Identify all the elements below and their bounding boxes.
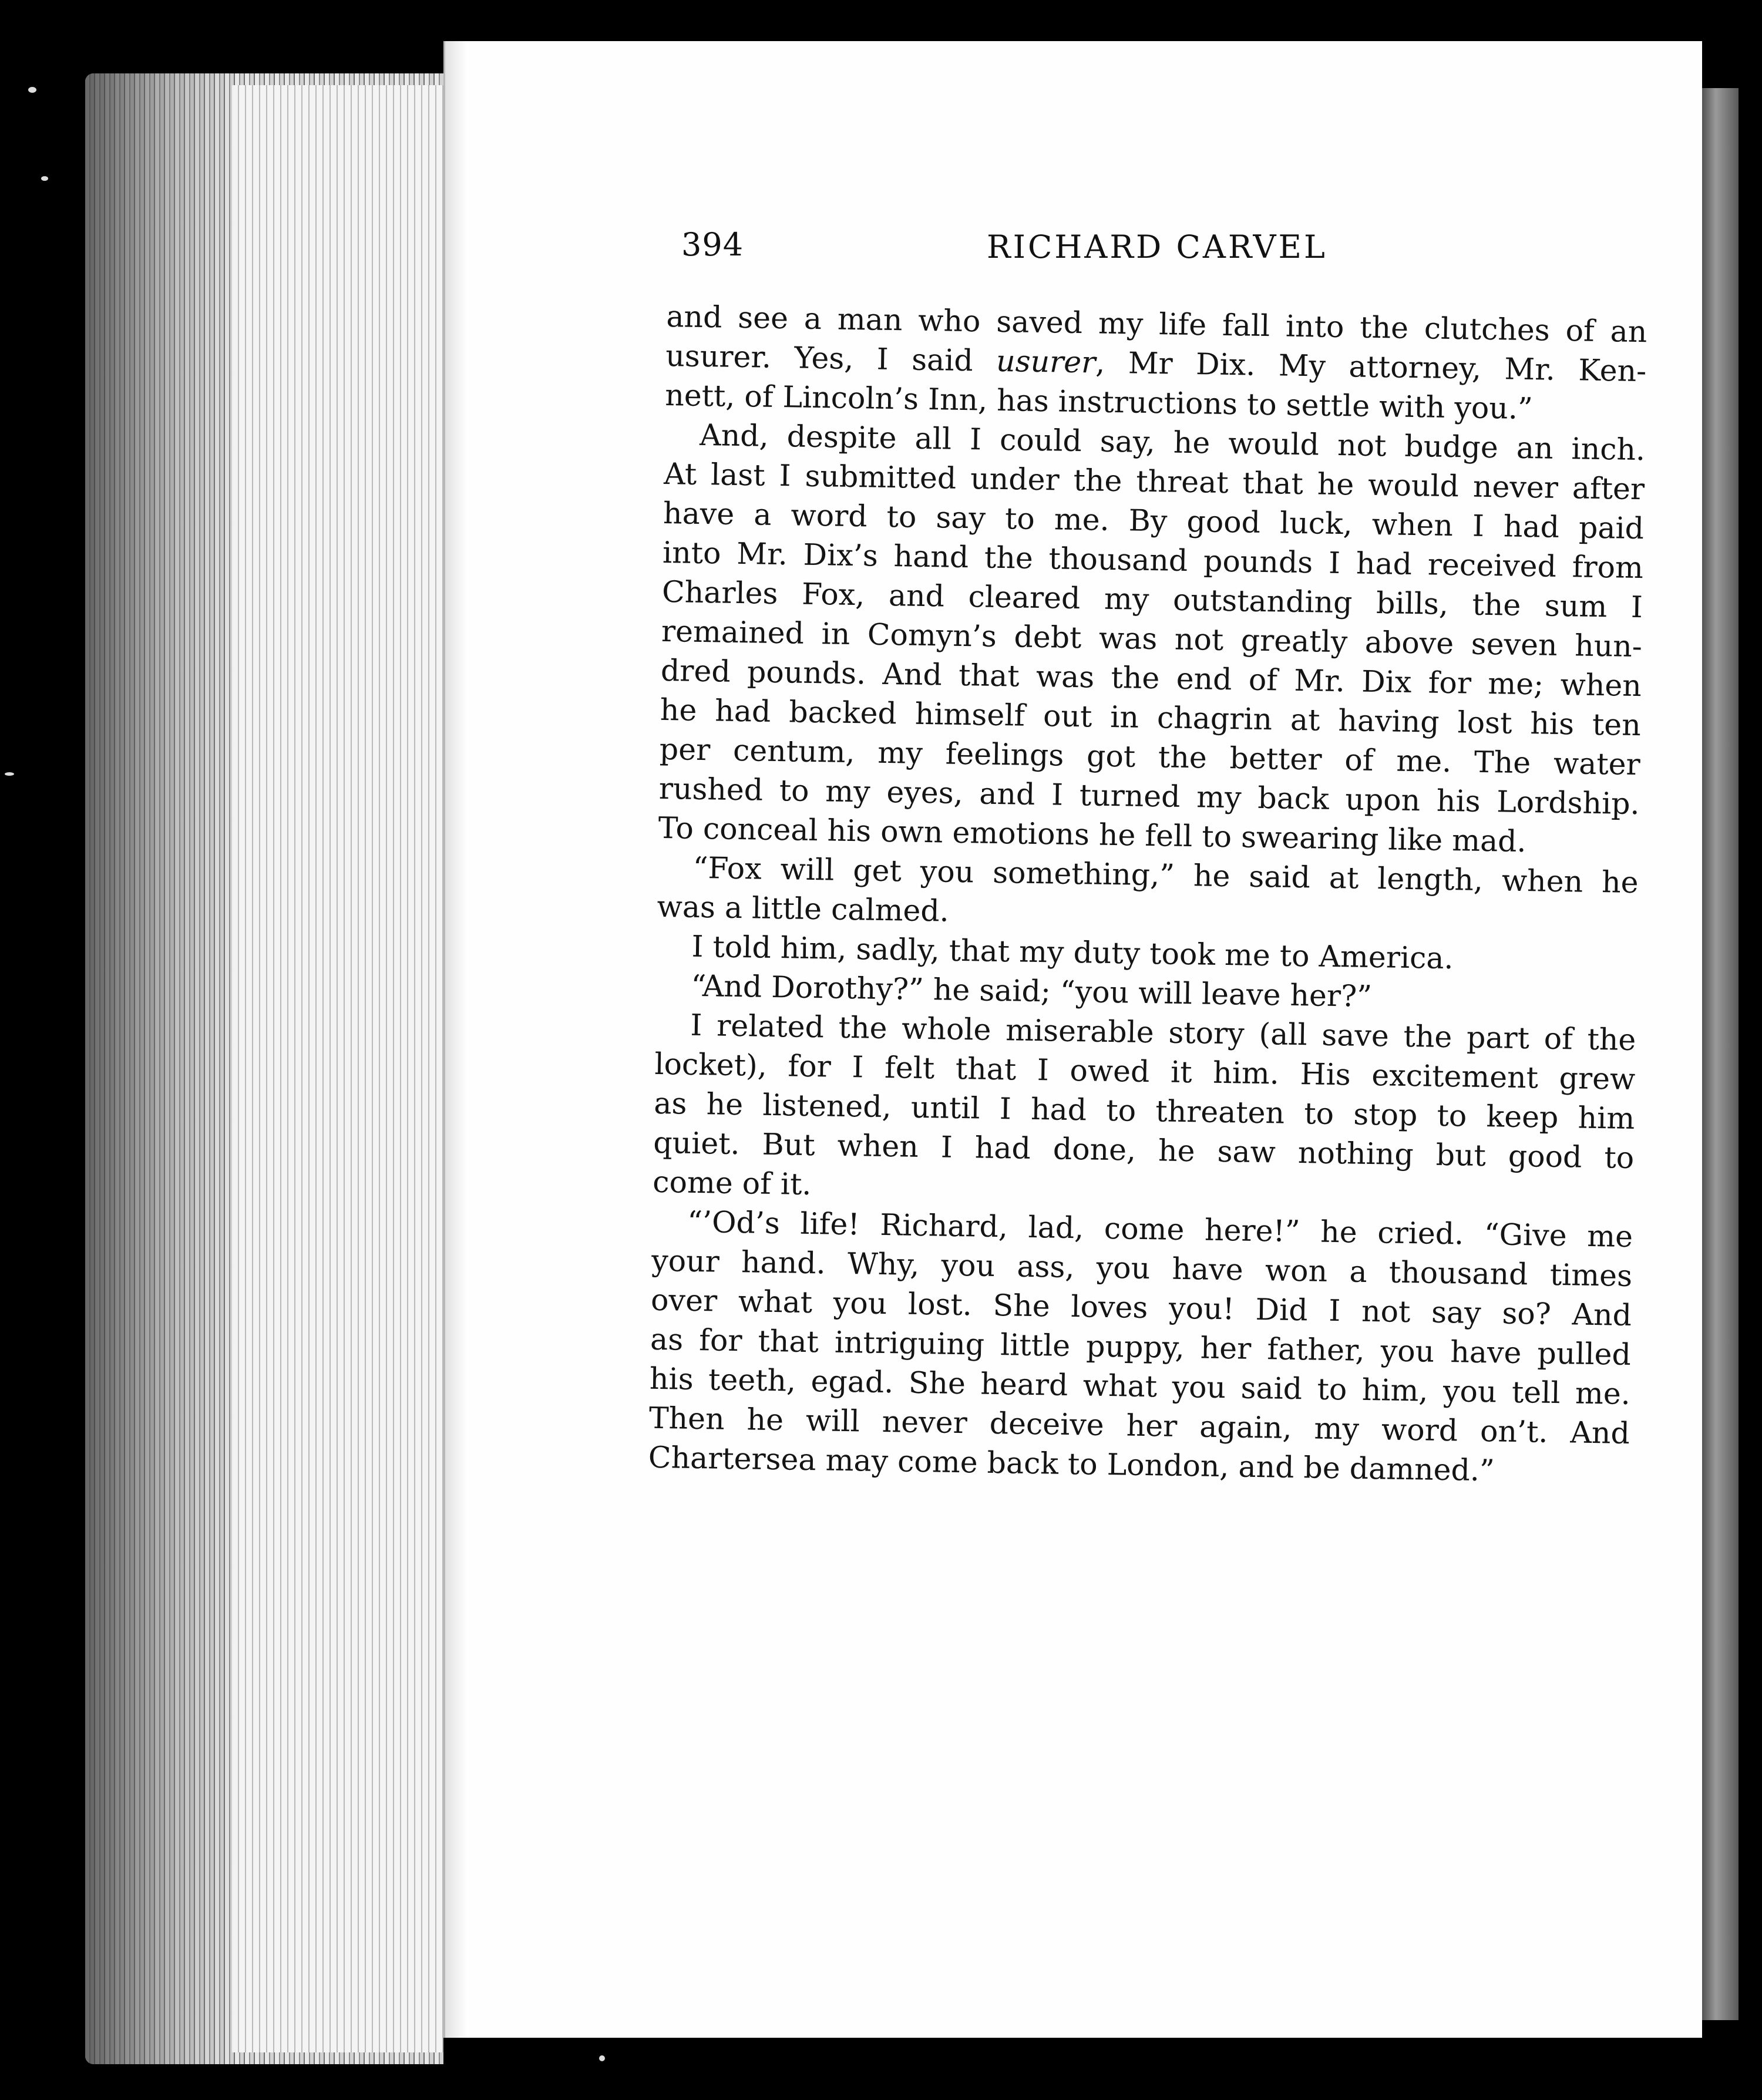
text-line: locket), for I felt that I owed it him. His excitement grew	[654, 1046, 1636, 1097]
book-title: RICHARD CARVEL	[987, 228, 1327, 265]
text-line: “Fox will get you something,” he said at length, when he	[692, 850, 1639, 900]
text-line: per centum, my feelings got the better of me. The water	[659, 731, 1641, 782]
text-line: quiet. But when I had done, he saw nothing but good to	[653, 1125, 1635, 1176]
text-line: And, despite all I could say, he would not budge an inch.	[699, 417, 1646, 467]
text-line: Then he will never deceive her again, my word on’t. And	[648, 1400, 1630, 1451]
text-line: have a word to say to me. By good luck, when I had paid	[663, 495, 1645, 546]
text-line: Chartersea may come back to London, and be damned.”	[648, 1439, 1495, 1488]
text-line: as he listened, until I had to threaten to stop to keep him	[653, 1085, 1635, 1136]
text-line: nett, of Lincoln’s Inn, has instructions to settle with you.”	[664, 377, 1534, 426]
paragraph	[657, 847, 1639, 941]
text-line: “’Od’s life! Richard, lad, come here!” he cried. “Give me	[687, 1204, 1633, 1254]
text-line: dred pounds. And that was the end of Mr. Dix for me; when	[660, 652, 1642, 704]
paragraph	[653, 1005, 1636, 1217]
text-line: he had backed himself out in chagrin at having lost his ten	[660, 692, 1642, 743]
text-line: remained in Comyn’s debt was not greatly above seven hun-	[661, 613, 1643, 664]
text-line: “And Dorothy?” he said; “you will leave her?”	[691, 968, 1373, 1014]
text-line: his teeth, egad. She heard what you said to him, you tell me.	[649, 1361, 1631, 1412]
paragraph	[658, 415, 1645, 863]
text-line: as for that intriguing little puppy, her father, you have pulled	[650, 1321, 1632, 1372]
paragraph	[648, 1202, 1633, 1492]
book-right-edge	[1697, 88, 1739, 2020]
text-line: into Mr. Dix’s hand the thousand pounds I had received from	[662, 534, 1644, 585]
text-line: I told him, sadly, that my duty took me to America.	[691, 928, 1454, 976]
text-line: rushed to my eyes, and I turned my back upon his Lordship.	[658, 770, 1640, 822]
text-line: your hand. Why, you ass, you have won a thousand times	[651, 1243, 1633, 1294]
text-line: usurer. Yes, I said usurer, Mr Dix. My attorney, Mr. Ken-	[665, 338, 1647, 389]
scan-speck	[5, 772, 14, 776]
text-line: come of it.	[652, 1164, 812, 1202]
scan-speck	[599, 2055, 605, 2061]
text-line: Charles Fox, and cleared my outstanding bills, the sum I	[661, 574, 1643, 625]
book-page-edges-inner	[232, 85, 443, 2052]
text-line: At last I submitted under the threat that he would never after	[663, 456, 1645, 507]
text-line: over what you lost. She loves you! Did I not say so? And	[650, 1282, 1632, 1333]
running-head	[681, 226, 1650, 279]
text-line: was a little calmed.	[657, 889, 950, 928]
text-line: and see a man who saved my life fall into the clutches of an	[666, 298, 1647, 349]
scan-speck	[28, 87, 36, 93]
text-line: I related the whole miserable story (all save the part of the	[690, 1007, 1636, 1058]
page-gutter-shadow	[443, 41, 467, 2038]
paragraph	[665, 297, 1647, 430]
page-number: 394	[681, 226, 744, 263]
scan-speck	[41, 176, 48, 181]
book-edge-shadow	[85, 73, 238, 2064]
text-line: To conceal his own emotions he fell to swearing like mad.	[658, 810, 1527, 859]
body-text	[648, 297, 1647, 1492]
